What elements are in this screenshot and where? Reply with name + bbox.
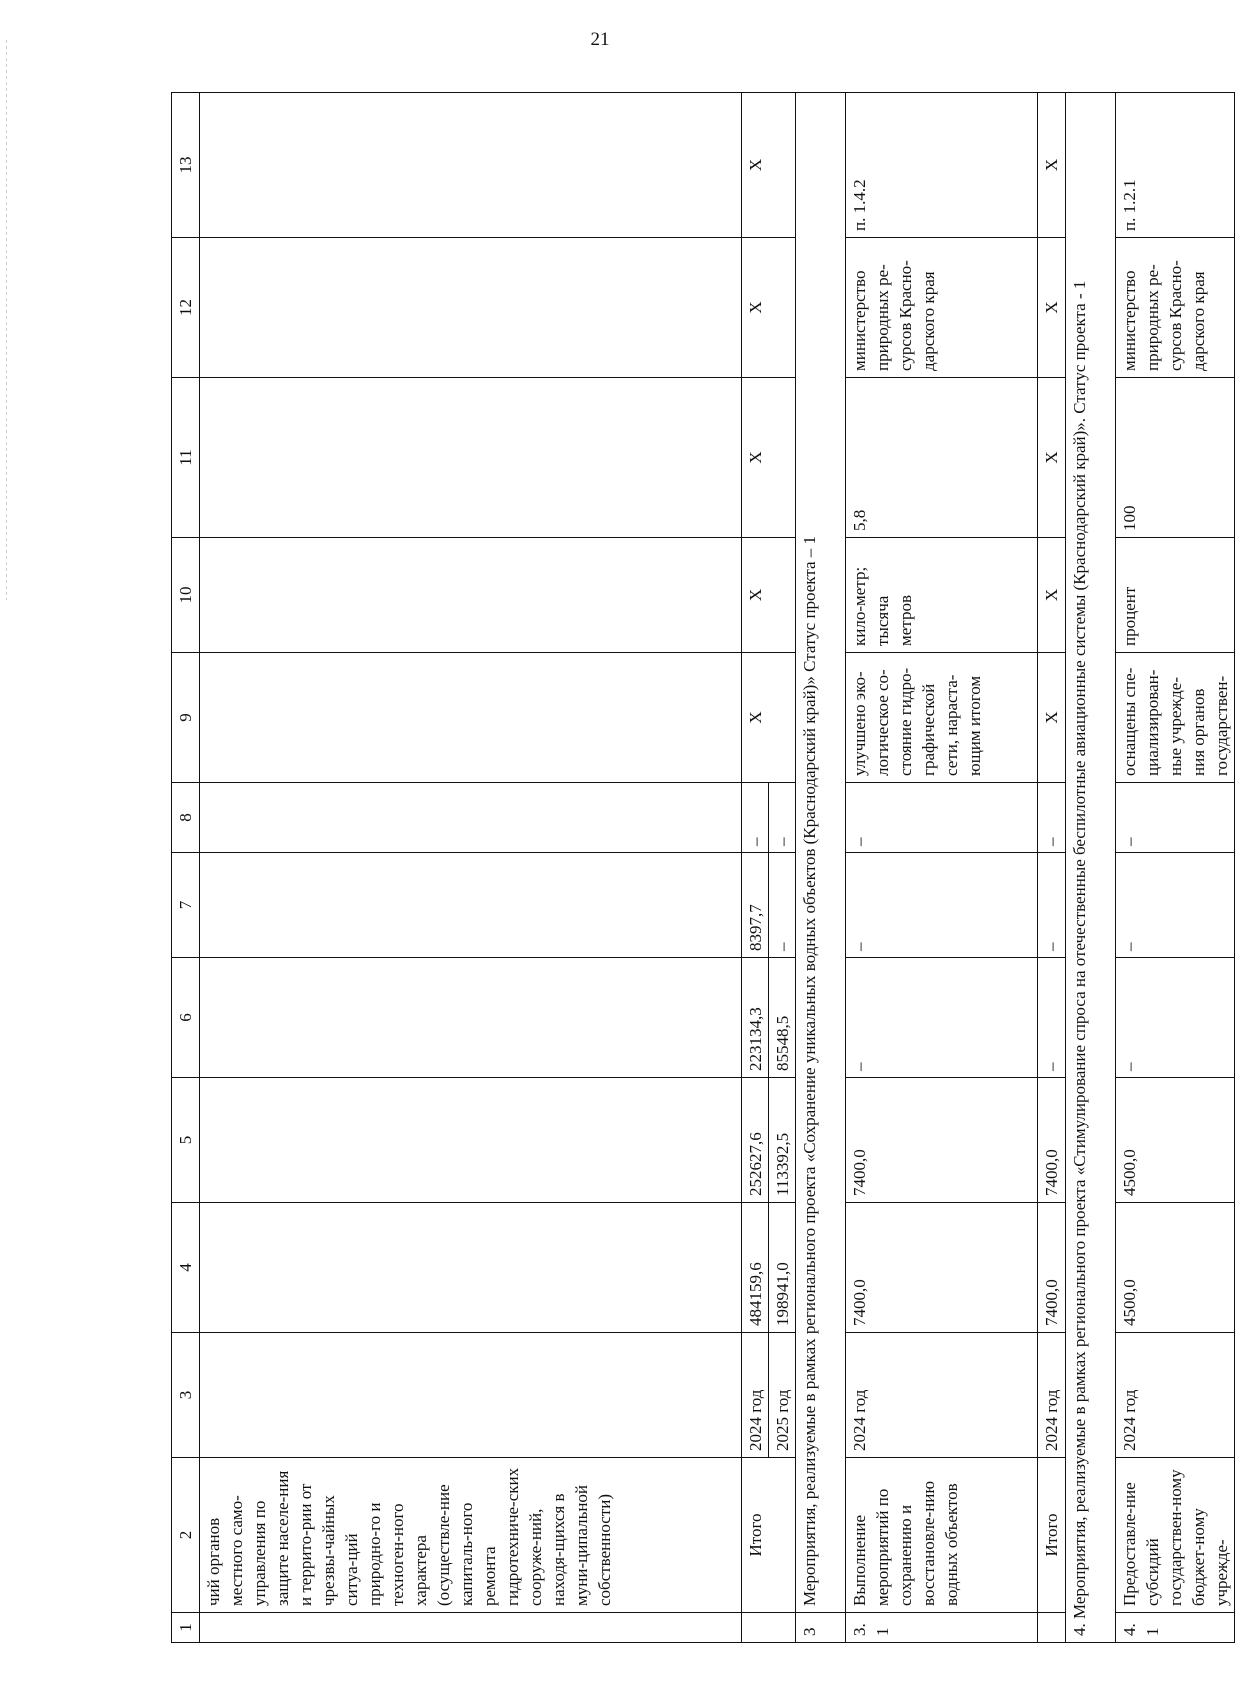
section-number: 3 [796, 1613, 846, 1643]
col-header: 3 [172, 1333, 200, 1458]
row-number: 4.1 [1116, 1613, 1235, 1643]
total-year: 2025 год [769, 1333, 796, 1458]
col-header: 11 [172, 378, 200, 538]
activity-year: 2024 год [1116, 1333, 1235, 1458]
total-c7: 8397,7 [742, 853, 769, 958]
activity-value: 100 [1116, 378, 1235, 538]
col-header: 5 [172, 1078, 200, 1203]
col-header: 12 [172, 238, 200, 378]
col-header: 7 [172, 853, 200, 958]
cell-empty [200, 93, 742, 238]
cell-empty [200, 853, 742, 958]
cell-empty [200, 1333, 742, 1458]
total-c11: Х [742, 378, 796, 538]
col-header: 8 [172, 783, 200, 853]
activity-c7: – [846, 853, 1038, 958]
program-table [171, 92, 1235, 1643]
total-c5: 252627,6 [742, 1078, 769, 1203]
activity-year: 2024 год [846, 1333, 1038, 1458]
activity-executor: министерство природных ре-сурсов Красно-дарского края [1116, 238, 1235, 378]
section-title: 4. Мероприятия, реализуемые в рамках регионального проекта «Стимулирование спроса на отечественные беспилотные авиационные системы (Краснодарский край)». Статус проекта - 1 [1066, 93, 1116, 1643]
total-c7: – [1038, 853, 1066, 958]
total-c6: 223134,3 [742, 958, 769, 1078]
col-header: 6 [172, 958, 200, 1078]
total-row [1038, 93, 1066, 1643]
activity-c8: – [846, 783, 1038, 853]
total-label: Итого [742, 1458, 796, 1613]
activity-executor: министерство природных ре-сурсов Красно-дарского края [846, 238, 1038, 378]
total-c6: 85548,5 [769, 958, 796, 1078]
cell-empty [200, 538, 742, 653]
total-row [742, 93, 769, 1643]
cell-num [742, 1613, 796, 1643]
col-header: 4 [172, 1203, 200, 1333]
col-header: 9 [172, 653, 200, 783]
activity-c4: 7400,0 [846, 1203, 1038, 1333]
total-c12: Х [742, 238, 796, 378]
total-c9: Х [742, 653, 796, 783]
activity-result: оснащены спе-циализирован-ные учрежде-ния органов государствен- [1116, 653, 1235, 783]
total-c8: – [1038, 783, 1066, 853]
cell-empty [200, 238, 742, 378]
total-c8: – [769, 783, 796, 853]
total-c8: – [742, 783, 769, 853]
cell-empty [200, 958, 742, 1078]
table-row [200, 93, 742, 1643]
total-label: Итого [1038, 1458, 1066, 1613]
activity-c5: 4500,0 [1116, 1078, 1235, 1203]
activity-reference: п. 1.4.2 [846, 93, 1038, 238]
scan-gutter-line [6, 40, 7, 600]
total-c4: 484159,6 [742, 1203, 769, 1333]
cell-num [200, 1613, 742, 1643]
cell-empty [200, 378, 742, 538]
total-c10: Х [742, 538, 796, 653]
cell-empty [200, 1203, 742, 1333]
total-c10: Х [1038, 538, 1066, 653]
activity-c6: – [846, 958, 1038, 1078]
cell-empty [200, 653, 742, 783]
activity-c4: 4500,0 [1116, 1203, 1235, 1333]
col-header: 13 [172, 93, 200, 238]
total-c13: Х [1038, 93, 1066, 238]
table-row [846, 93, 1038, 1643]
total-c5: 7400,0 [1038, 1078, 1066, 1203]
section-title: Мероприятия, реализуемые в рамках регионального проекта «Сохранение уникальных водных объектов (Краснодарский край)» Статус проекта – 1 [796, 93, 846, 1613]
activity-result: улучшено эко-логическое со-стояние гидро-графической сети, нараста-ющим итогом [846, 653, 1038, 783]
cell-empty [200, 1078, 742, 1203]
activity-unit: кило-метр; тысяча метров [846, 538, 1038, 653]
total-year: 2024 год [742, 1333, 769, 1458]
activity-c6: – [1116, 958, 1235, 1078]
cell-empty [200, 783, 742, 853]
activity-c7: – [1116, 853, 1235, 958]
activity-c8: – [1116, 783, 1235, 853]
activity-name-continued: чий органов местного само-управления по защите населе-ния и террито-рии от чрезвы-чайных ситуа-ций природно-го и техноген-ного характера (осуществле-ние капиталь-ного ремонта гидротехниче-ских сооруже-ний, находя-щихся в муни-ципальной собственности) [200, 1458, 742, 1613]
page-number: 21 [590, 29, 610, 50]
table-row [1116, 93, 1235, 1643]
total-c11: Х [1038, 378, 1066, 538]
header-row [172, 93, 200, 1643]
section-row [1066, 93, 1116, 1643]
activity-c5: 7400,0 [846, 1078, 1038, 1203]
cell-num [1038, 1613, 1066, 1643]
total-c7: – [769, 853, 796, 958]
section-row [796, 93, 846, 1643]
total-c6: – [1038, 958, 1066, 1078]
total-c4: 198941,0 [769, 1203, 796, 1333]
total-c5: 113392,5 [769, 1078, 796, 1203]
activity-unit: процент [1116, 538, 1235, 653]
col-header: 1 [172, 1613, 200, 1643]
total-c4: 7400,0 [1038, 1203, 1066, 1333]
activity-name: Предоставле-ние субсидий государствен-ному бюджет-ному учрежде- [1116, 1458, 1235, 1613]
activity-name: Выполнение мероприятий по сохранению и восстановле-нию водных объектов [846, 1458, 1038, 1613]
total-c9: Х [1038, 653, 1066, 783]
col-header: 10 [172, 538, 200, 653]
row-number: 3.1 [846, 1613, 1038, 1643]
total-year: 2024 год [1038, 1333, 1066, 1458]
rotated-table-sheet [171, 93, 1231, 1643]
activity-value: 5,8 [846, 378, 1038, 538]
total-c12: Х [1038, 238, 1066, 378]
col-header: 2 [172, 1458, 200, 1613]
activity-reference: п. 1.2.1 [1116, 93, 1235, 238]
total-c13: Х [742, 93, 796, 238]
